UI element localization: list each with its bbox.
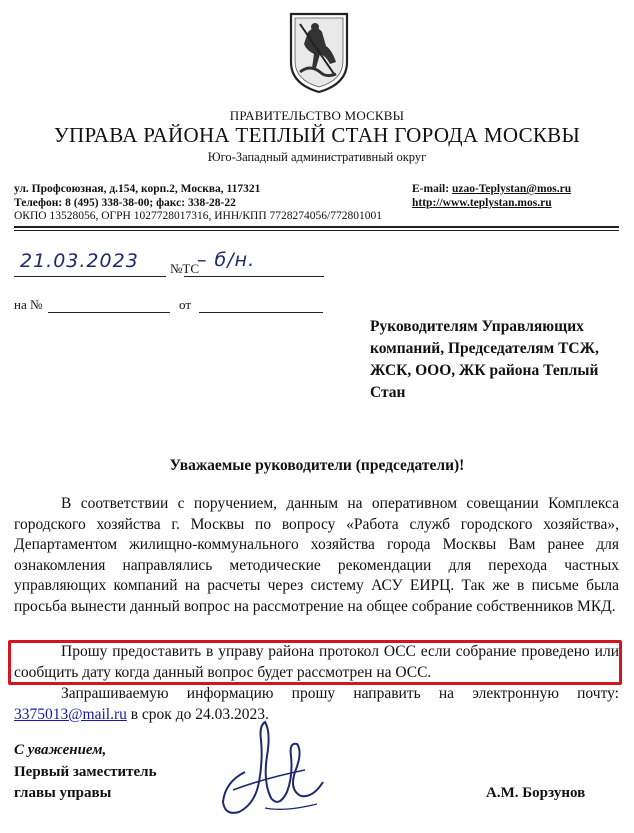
header-divider	[14, 226, 619, 228]
signer-title-line-1: Первый заместитель	[14, 764, 157, 780]
paragraph-3-tail: в срок до 24.03.2023.	[126, 705, 269, 723]
district-title: Юго-Западный административный округ	[207, 150, 427, 164]
phone-fax: Телефон: 8 (495) 338-38-00; факс: 338-28-22	[14, 197, 236, 209]
signer-name: А.М. Борзунов	[486, 785, 586, 801]
email-label: E-mail:	[412, 183, 452, 195]
number-label: №ТС	[170, 261, 200, 276]
header-email-link[interactable]: uzao-Teplystan@mos.ru	[451, 183, 572, 195]
signature-icon	[205, 712, 335, 827]
number-underline	[184, 276, 324, 277]
body-paragraph-1: В соответствии с поручением, данным на оперативном совещании Комплекса городского хозяйства г. Москвы по вопросу «Работа служб городского хозяйства», Департаментом жилищно-коммунального хозяйства города Москвы Вам ранее для ознакомления направлялись методические рекомендации для перехода частных управляющих компаний на расчеты через систему АСУ ЕИРЦ. Так же в письме была просьба вынести данный вопрос на рассмотрение на общее собрание собственников МКД.	[14, 495, 619, 615]
reply-number-underline	[48, 312, 170, 313]
date-underline	[14, 276, 166, 277]
salutation: Уважаемые руководители (председатели)!	[169, 457, 465, 474]
government-title: ПРАВИТЕЛЬСТВО МОСКВЫ	[229, 108, 405, 123]
paragraph-3-lead: Запрашиваемую информацию прошу направить на электронную почту:	[61, 685, 619, 702]
registration-number: – б/н.	[197, 249, 256, 271]
body-paragraph-2: Прошу предоставить в управу района протокол ОСС если собрание проведено или сообщить дату когда данный вопрос будет рассмотрен на ОСС.	[14, 643, 619, 681]
regards: С уважением,	[14, 742, 107, 758]
reply-from-underline	[199, 312, 323, 313]
reply-from-label: от	[179, 297, 192, 312]
header-divider-thin	[14, 230, 619, 231]
address: ул. Профсоюзная, д.154, корп.2, Москва, 117321	[14, 183, 261, 195]
organization-title: УПРАВА РАЙОНА ТЕПЛЫЙ СТАН ГОРОДА МОСКВЫ	[53, 123, 581, 147]
email-line	[412, 182, 571, 196]
registration-date: 21.03.2023	[20, 250, 139, 272]
addressee-block: Руководителям Управляющих компаний, Председателям ТСЖ, ЖСК, ООО, ЖК района Теплый Стан	[370, 318, 599, 401]
registry-codes: ОКПО 13528056, ОГРН 1027728017316, ИНН/КПП 7728274056/772801001	[14, 210, 382, 222]
signer-title-line-2: главы управы	[14, 785, 112, 801]
reply-email-link[interactable]: 3375013@mail.ru	[14, 705, 127, 723]
reply-number-label: на №	[14, 297, 43, 312]
moscow-coat-of-arms-icon	[286, 10, 352, 94]
website-link[interactable]: http://www.teplystan.mos.ru	[412, 197, 552, 209]
